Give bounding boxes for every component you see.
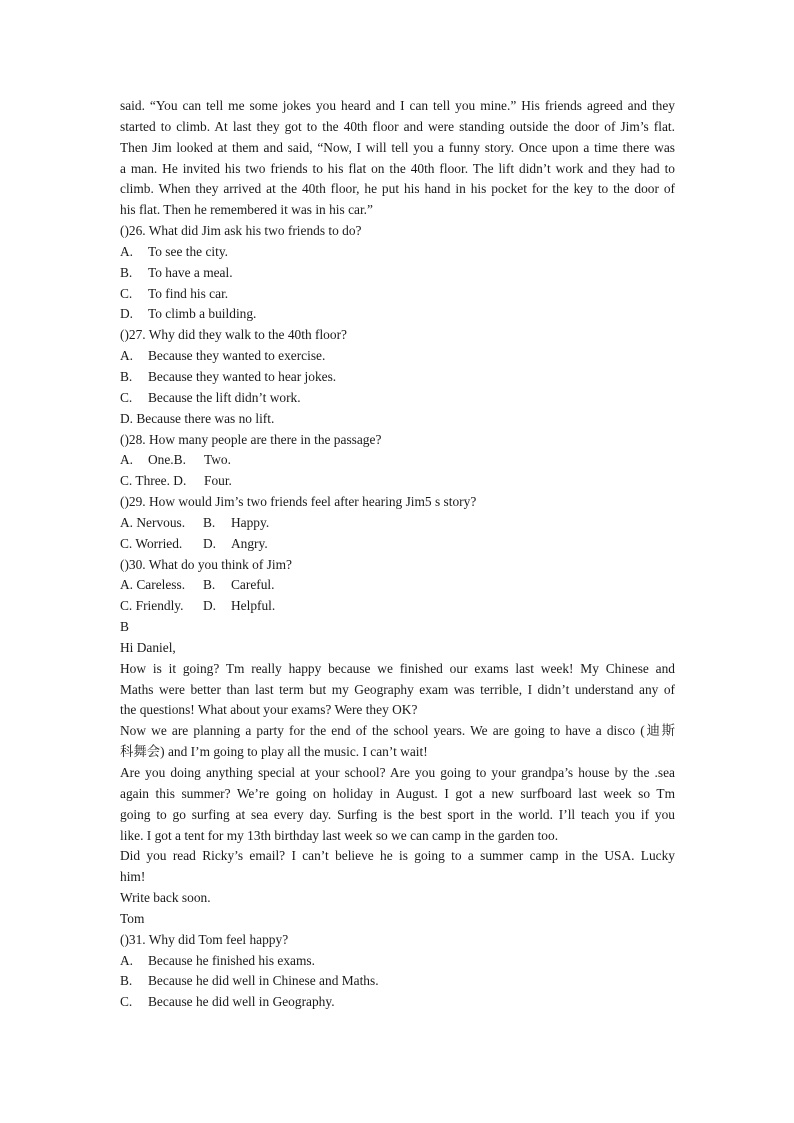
option-c bbox=[120, 284, 675, 305]
question-28 bbox=[120, 430, 675, 493]
option-key: D. bbox=[120, 306, 134, 322]
option-text: To find his car. bbox=[148, 285, 229, 301]
passage-line: started to climb. At last they got to the 40th floor and were standing outside the door of Jim’s flat. bbox=[120, 118, 675, 134]
option-text: A. Nervous. bbox=[120, 514, 186, 530]
passage-a-continuation bbox=[120, 96, 675, 221]
question-stem: ()30. What do you think of Jim? bbox=[120, 556, 292, 572]
question-30 bbox=[120, 555, 675, 618]
option-text: One.B. bbox=[148, 452, 186, 468]
letter-line: 科舞会) and I’m going to play all the music. I can’t wait! bbox=[120, 744, 428, 760]
option-a bbox=[120, 346, 675, 367]
option-key: A. bbox=[120, 348, 134, 364]
option-key: D. bbox=[203, 598, 217, 614]
letter-line: Now we are planning a party for the end of the school years. We are going to have a disco (迪斯 bbox=[120, 723, 675, 739]
options-row bbox=[120, 575, 675, 596]
question-26 bbox=[120, 221, 675, 325]
options-row bbox=[120, 596, 675, 617]
question-stem: ()28. How many people are there in the passage? bbox=[120, 431, 382, 447]
passage-line: climb. When they arrived at the 40th floor, he put his hand in his pocket for the key to the door of bbox=[120, 181, 675, 197]
question-stem: ()26. What did Jim ask his two friends to do? bbox=[120, 223, 362, 239]
options-row bbox=[120, 534, 675, 555]
option-text: Careful. bbox=[231, 577, 275, 593]
letter-line: again this summer? We’re going on holiday in August. I got a new surfboard last week so Tm bbox=[120, 785, 675, 801]
passage-b bbox=[120, 617, 675, 930]
passage-line: Then Jim looked at them and said, “Now, I will tell you a funny story. Once upon a time there was bbox=[120, 139, 675, 155]
option-key: A. bbox=[120, 452, 134, 468]
question-stem: ()27. Why did they walk to the 40th floor? bbox=[120, 327, 347, 343]
option-text: Happy. bbox=[231, 514, 270, 530]
letter-line: the questions! What about your exams? Were they OK? bbox=[120, 702, 418, 718]
option-a bbox=[120, 242, 675, 263]
letter-line: like. I got a tent for my 13th birthday last week so we can camp in the garden too. bbox=[120, 827, 559, 843]
option-text: Four. bbox=[204, 473, 232, 489]
option-b bbox=[120, 971, 675, 992]
letter-line: Maths were better than last term but my Geography exam was terrible, I didn’t understand any of bbox=[120, 681, 675, 697]
option-text: To have a meal. bbox=[148, 264, 233, 280]
options-row bbox=[120, 513, 675, 534]
option-c bbox=[120, 992, 675, 1013]
option-b bbox=[120, 263, 675, 284]
option-key: C. bbox=[120, 994, 133, 1010]
option-a bbox=[120, 951, 675, 972]
question-stem: ()29. How would Jim’s two friends feel after hearing Jim5 s story? bbox=[120, 494, 477, 510]
letter-line: him! bbox=[120, 869, 146, 885]
option-key: C. bbox=[120, 285, 133, 301]
question-29 bbox=[120, 492, 675, 555]
option-text: To climb a building. bbox=[148, 306, 257, 322]
option-key: B. bbox=[203, 577, 216, 593]
option-text: Because they wanted to hear jokes. bbox=[148, 368, 337, 384]
question-27 bbox=[120, 325, 675, 429]
option-text: C. Friendly. bbox=[120, 598, 184, 614]
option-text: Because the lift didn’t work. bbox=[148, 389, 301, 405]
option-text: To see the city. bbox=[148, 243, 228, 259]
option-text: Because he finished his exams. bbox=[148, 952, 315, 968]
letter-line: Are you doing anything special at your school? Are you going to your grandpa’s house by the .sea bbox=[120, 765, 675, 780]
question-31 bbox=[120, 930, 675, 1013]
option-text: Because he did well in Chinese and Maths. bbox=[148, 973, 379, 989]
option-b bbox=[120, 367, 675, 388]
option-key: D. bbox=[203, 535, 217, 551]
options-row bbox=[120, 471, 675, 492]
option-text: A. Careless. bbox=[120, 577, 186, 593]
option-text: Because they wanted to exercise. bbox=[148, 348, 326, 364]
option-key: C. bbox=[120, 389, 133, 405]
letter-line: Did you read Ricky’s email? I can’t believe he is going to a summer camp in the USA. Lucky bbox=[120, 848, 675, 864]
passage-line: said. “You can tell me some jokes you heard and I can tell you mine.” His friends agreed and they bbox=[120, 98, 675, 113]
option-text: Helpful. bbox=[231, 598, 276, 614]
option-c bbox=[120, 388, 675, 409]
letter-signature: Tom bbox=[120, 910, 145, 926]
option-key: B. bbox=[120, 973, 133, 989]
option-key: A. bbox=[120, 243, 134, 259]
options-row bbox=[120, 450, 675, 471]
letter-line: going to go surfing at sea every day. Surfing is the best sport in the world. I’ll teach you if you bbox=[120, 806, 675, 822]
option-text: C. Three. D. bbox=[120, 473, 187, 489]
option-d bbox=[120, 304, 675, 325]
option-text: Two. bbox=[204, 452, 231, 468]
letter-closing: Write back soon. bbox=[120, 890, 211, 906]
letter-line: How is it going? Tm really happy because we finished our exams last week! My Chinese and bbox=[120, 660, 675, 676]
option-text: C. Worried. bbox=[120, 535, 183, 551]
option-d: D. Because there was no lift. bbox=[120, 410, 275, 426]
passage-line: a man. He invited his two friends to his flat on the 40th floor. The lift didn’t work and they had to bbox=[120, 160, 675, 176]
option-text: Because he did well in Geography. bbox=[148, 994, 335, 1010]
option-key: B. bbox=[120, 264, 133, 280]
option-key: B. bbox=[120, 368, 133, 384]
question-stem: ()31. Why did Tom feel happy? bbox=[120, 931, 289, 947]
document-page bbox=[120, 96, 675, 1013]
section-label: B bbox=[120, 619, 129, 635]
option-text: Angry. bbox=[231, 535, 268, 551]
option-key: A. bbox=[120, 952, 134, 968]
passage-line: his flat. Then he remembered it was in his car.” bbox=[120, 202, 373, 218]
option-key: B. bbox=[203, 514, 216, 530]
letter-greeting: Hi Daniel, bbox=[120, 639, 176, 655]
